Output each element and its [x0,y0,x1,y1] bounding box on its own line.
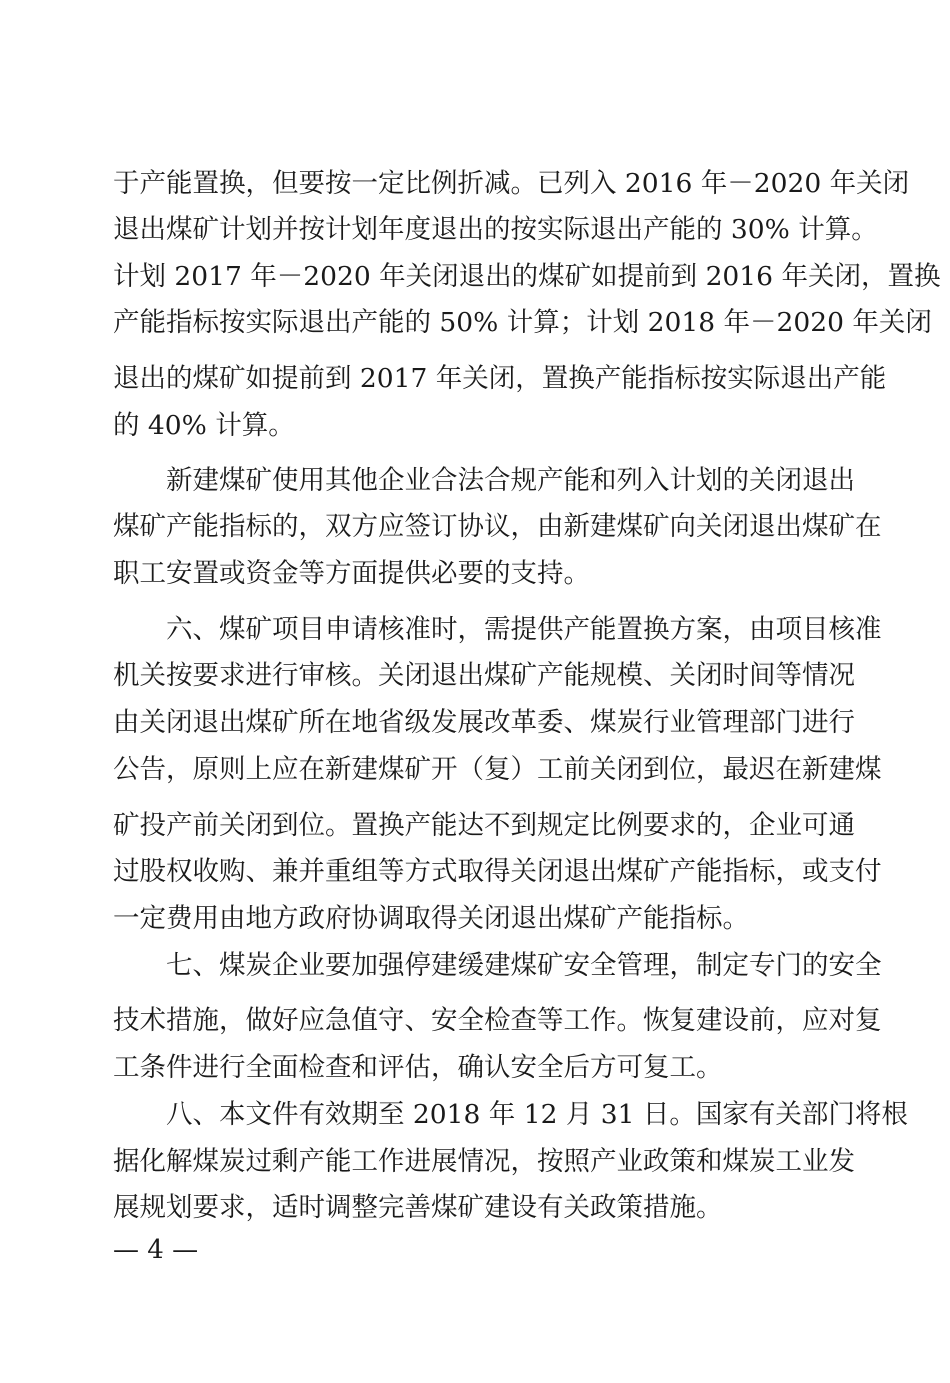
text-line-9: 职工安置或资金等方面提供必要的支持。 [113,558,590,589]
section-eight-heading-line: 八、本文件有效期至 2018 年 12 月 31 日。国家有关部门将根 [166,1099,908,1130]
text-line-13: 公告，原则上应在新建煤矿开（复）工前关闭到位，最迟在新建煤 [113,754,882,785]
section-seven-heading-line: 七、煤炭企业要加强停建缓建煤矿安全管理，制定专门的安全 [166,950,882,981]
text-line-18: 技术措施，做好应急值守、安全检查等工作。恢复建设前，应对复 [113,1005,882,1036]
text-line-22: 展规划要求，适时调整完善煤矿建设有关政策措施。 [113,1192,723,1223]
text-line-5: 退出的煤矿如提前到 2017 年关闭，置换产能指标按实际退出产能 [113,363,887,394]
section-six-heading-line: 六、煤矿项目申请核准时，需提供产能置换方案，由项目核准 [166,614,882,645]
text-line-19: 工条件进行全面检查和评估，确认安全后方可复工。 [113,1052,723,1083]
page-number: — 4 — [113,1235,199,1265]
text-line-6: 的 40% 计算。 [113,410,295,441]
text-line-21: 据化解煤炭过剩产能工作进展情况，按照产业政策和煤炭工业发 [113,1146,855,1177]
text-line-2: 退出煤矿计划并按计划年度退出的按实际退出产能的 30% 计算。 [113,214,878,245]
text-line-3: 计划 2017 年－2020 年关闭退出的煤矿如提前到 2016 年关闭，置换 [113,261,941,292]
text-line-8: 煤矿产能指标的，双方应签订协议，由新建煤矿向关闭退出煤矿在 [113,511,882,542]
text-line-1: 于产能置换，但要按一定比例折减。已列入 2016 年－2020 年关闭 [113,168,910,199]
text-line-14: 矿投产前关闭到位。置换产能达不到规定比例要求的，企业可通 [113,810,855,841]
text-line-16: 一定费用由地方政府协调取得关闭退出煤矿产能指标。 [113,903,749,934]
text-line-15: 过股权收购、兼并重组等方式取得关闭退出煤矿产能指标，或支付 [113,856,882,887]
paragraph-start-line-7: 新建煤矿使用其他企业合法合规产能和列入计划的关闭退出 [166,465,855,496]
text-line-11: 机关按要求进行审核。关闭退出煤矿产能规模、关闭时间等情况 [113,660,855,691]
text-line-4: 产能指标按实际退出产能的 50% 计算；计划 2018 年－2020 年关闭 [113,307,932,338]
text-line-12: 由关闭退出煤矿所在地省级发展改革委、煤炭行业管理部门进行 [113,707,855,738]
